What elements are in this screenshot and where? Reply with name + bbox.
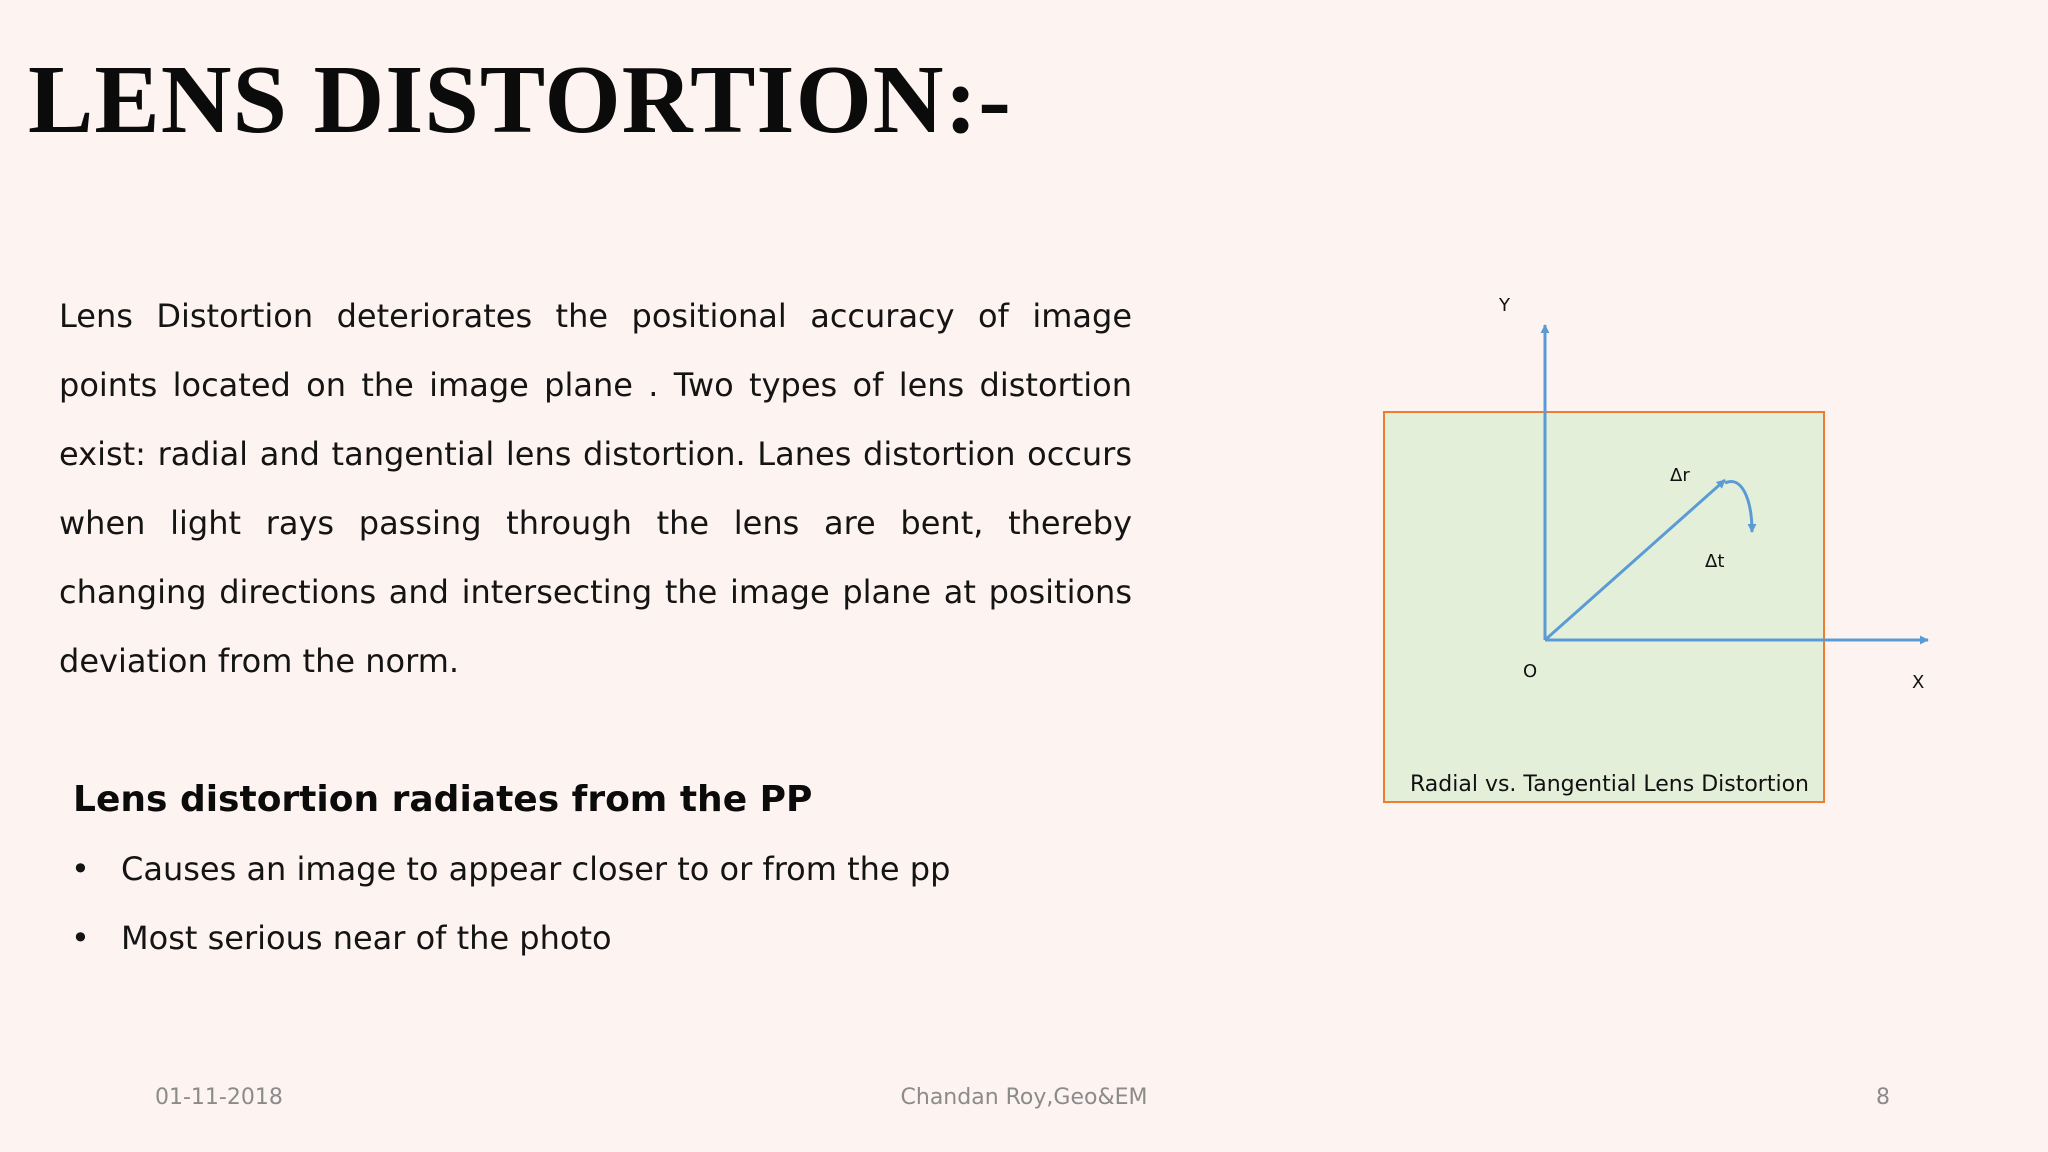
sub-heading: Lens distortion radiates from the PP xyxy=(73,779,813,820)
bullet-item: • Most serious near of the photo xyxy=(66,904,950,973)
y-axis-label: Y xyxy=(1499,295,1510,316)
distortion-diagram xyxy=(1360,280,1940,820)
slide-title: LENS DISTORTION:- xyxy=(28,46,1012,154)
tangential-label: Δt xyxy=(1705,551,1725,572)
bullet-list xyxy=(66,835,950,973)
origin-label: O xyxy=(1523,661,1538,682)
footer-page-number: 8 xyxy=(1876,1085,1890,1110)
image-plane-box xyxy=(1384,412,1824,802)
footer-author: Chandan Roy,Geo&EM xyxy=(900,1085,1148,1110)
footer-date: 01-11-2018 xyxy=(155,1085,283,1110)
diagram-caption: Radial vs. Tangential Lens Distortion xyxy=(1410,772,1809,797)
radial-label: Δr xyxy=(1670,465,1690,486)
x-axis-label: X xyxy=(1912,672,1925,693)
intro-paragraph: Lens Distortion deteriorates the positional accuracy of image points located on the image plane . Two types of lens distortion exist: radial and tangential lens distortion. Lanes distortion occurs when light rays passing through the lens are bent, thereby changing directions and intersecting the image plane at positions deviation from the norm. xyxy=(59,297,1132,680)
bullet-item: • Causes an image to appear closer to or from the pp xyxy=(66,835,950,904)
